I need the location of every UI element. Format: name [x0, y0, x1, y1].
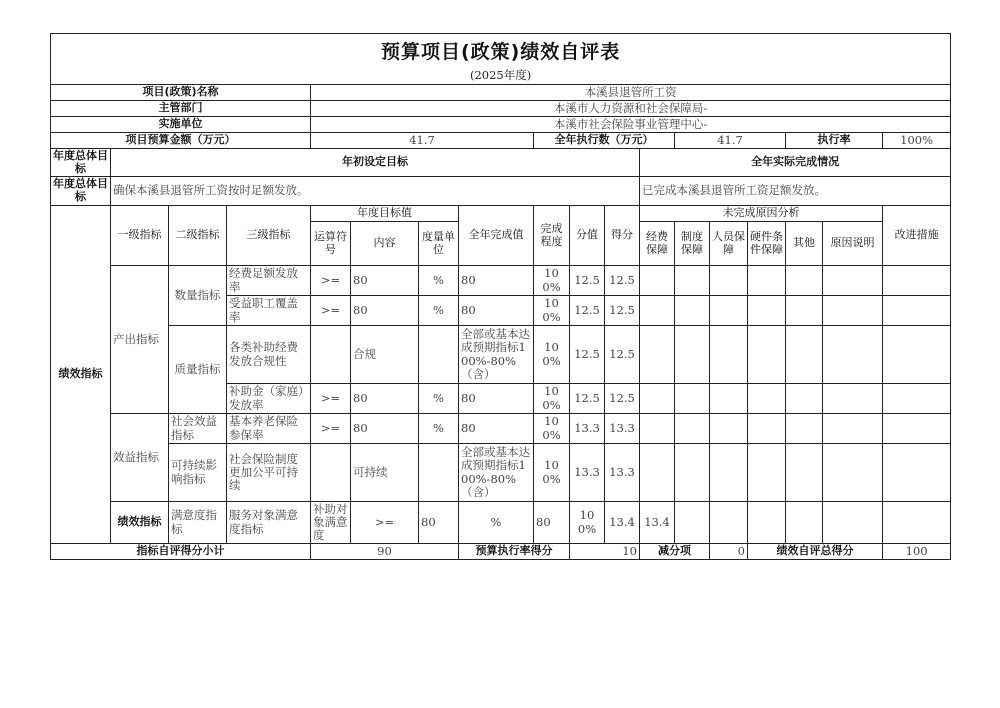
unit-cell: % [419, 296, 459, 326]
empty-cell [640, 326, 675, 384]
content-cell: 80 [351, 266, 419, 296]
budget-label: 项目预算金额（万元） [51, 133, 311, 149]
empty-cell [883, 444, 951, 502]
subtotal-value: 90 [311, 544, 459, 560]
level3-cell: 各类补助经费发放合规性 [227, 326, 311, 384]
goal-actual-header: 全年实际完成情况 [640, 149, 951, 177]
self-evaluation-table [50, 33, 951, 560]
level2-header: 二级指标 [169, 206, 227, 266]
empty-cell [748, 266, 786, 296]
score-cell: 13.4 [605, 502, 640, 544]
empty-cell [883, 384, 951, 414]
deduct-value: 0 [710, 544, 748, 560]
empty-cell [786, 326, 823, 384]
content-header: 内容 [351, 222, 419, 266]
empty-cell [786, 502, 823, 544]
content-cell: 可持续 [351, 444, 419, 502]
goal-actual-text: 已完成本溪县退管所工资足额发放。 [640, 177, 951, 206]
empty-cell [823, 266, 883, 296]
score-cell: 12.5 [570, 326, 605, 384]
degree-cell: 100% [534, 414, 570, 444]
unit-cell: % [419, 414, 459, 444]
level3-cell: 社会保险制度更加公平可持续 [227, 444, 311, 502]
empty-cell [710, 414, 748, 444]
score-cell: 12.5 [570, 296, 605, 326]
content-cell: 80 [351, 384, 419, 414]
op-cell: >= [311, 266, 351, 296]
degree-cell: 100% [570, 502, 605, 544]
target-header: 年度目标值 [311, 206, 459, 222]
score-cell: 13.3 [570, 414, 605, 444]
unit-header: 度量单位 [419, 222, 459, 266]
empty-cell [883, 266, 951, 296]
empty-cell [675, 296, 710, 326]
budget-value: 41.7 [311, 133, 534, 149]
got-cell: 13.3 [605, 444, 640, 502]
content-cell: 80 [351, 414, 419, 444]
quality-indicator: 质量指标 [169, 326, 227, 414]
level1-header: 一级指标 [111, 206, 169, 266]
level3-header: 三级指标 [227, 206, 311, 266]
dept-value: 本溪市人力资源和社会保障局- [311, 101, 951, 117]
rate-label: 执行率 [786, 133, 883, 149]
empty-cell [883, 414, 951, 444]
reason-staff-header: 人员保障 [710, 222, 748, 266]
empty-cell [748, 384, 786, 414]
level3-cell: 经费足额发放率 [227, 266, 311, 296]
actual-cell: 全部或基本达成预期指标100%-80%（含） [459, 444, 534, 502]
level3-cell: 补助金（家庭）发放率 [227, 384, 311, 414]
goal-label: 年度总体目标 [51, 177, 111, 206]
reason-header: 未完成原因分析 [640, 206, 883, 222]
empty-cell [675, 414, 710, 444]
unit-cell: % [419, 266, 459, 296]
empty-cell [823, 414, 883, 444]
reason-explain-header: 原因说明 [823, 222, 883, 266]
degree-cell: 100% [534, 384, 570, 414]
empty-cell [710, 266, 748, 296]
exec-value: 41.7 [675, 133, 786, 149]
actual-cell: 80 [534, 502, 570, 544]
empty-cell [675, 266, 710, 296]
exec-label: 全年执行数（万元） [534, 133, 675, 149]
empty-cell [710, 444, 748, 502]
actual-cell: 全部或基本达成预期指标100%-80%（含） [459, 326, 534, 384]
degree-header: 完成程度 [534, 206, 570, 266]
actual-cell: 80 [459, 414, 534, 444]
empty-cell [710, 502, 748, 544]
score-cell: 12.5 [570, 384, 605, 414]
level3-cell: 受益职工覆盖率 [227, 296, 311, 326]
unit-cell: % [459, 502, 534, 544]
empty-cell [640, 296, 675, 326]
actual-cell: 80 [459, 296, 534, 326]
degree-cell: 100% [534, 326, 570, 384]
level3-cell: 基本养老保险参保率 [227, 414, 311, 444]
empty-cell [640, 384, 675, 414]
op-cell [311, 444, 351, 502]
unit-cell: % [419, 384, 459, 414]
satisfaction-indicator: 满意度指标 [169, 502, 227, 544]
budget-score-value: 10 [570, 544, 640, 560]
budget-score-label: 预算执行率得分 [459, 544, 570, 560]
empty-cell [786, 384, 823, 414]
empty-cell [823, 384, 883, 414]
table-row [51, 266, 951, 296]
got-header: 得分 [605, 206, 640, 266]
got-cell: 12.5 [605, 266, 640, 296]
actual-header: 全年完成值 [459, 206, 534, 266]
op-cell: >= [311, 296, 351, 326]
empty-cell [883, 502, 951, 544]
empty-cell [748, 502, 786, 544]
empty-cell [640, 444, 675, 502]
got-cell: 13.4 [640, 502, 675, 544]
empty-cell [675, 444, 710, 502]
unit-label: 实施单位 [51, 117, 311, 133]
actual-cell: 80 [459, 266, 534, 296]
empty-cell [748, 326, 786, 384]
page-title: 预算项目(政策)绩效自评表 [51, 34, 951, 68]
unit-cell [419, 326, 459, 384]
service-indicator: 服务对象满意度指标 [227, 502, 311, 544]
reason-funding-header: 经费保障 [640, 222, 675, 266]
content-cell: 80 [351, 296, 419, 326]
reason-system-header: 制度保障 [675, 222, 710, 266]
empty-cell [748, 296, 786, 326]
op-cell: >= [351, 502, 419, 544]
op-cell [311, 326, 351, 384]
quantity-indicator: 数量指标 [169, 266, 227, 326]
sustain-indicator: 可持续影响指标 [169, 444, 227, 502]
goal-set-text: 确保本溪县退管所工资按时足额发放。 [111, 177, 640, 206]
level3-cell: 补助对象满意度 [311, 502, 351, 544]
dept-label: 主管部门 [51, 101, 311, 117]
empty-cell [823, 296, 883, 326]
empty-cell [748, 444, 786, 502]
degree-cell: 100% [534, 266, 570, 296]
empty-cell [823, 502, 883, 544]
op-cell: >= [311, 414, 351, 444]
empty-cell [675, 384, 710, 414]
deduct-label: 减分项 [640, 544, 710, 560]
unit-value: 本溪市社会保险事业管理中心- [311, 117, 951, 133]
empty-cell [823, 326, 883, 384]
empty-cell [883, 326, 951, 384]
subtotal-label: 指标自评得分小计 [51, 544, 311, 560]
empty-cell [823, 444, 883, 502]
empty-cell [640, 414, 675, 444]
content-cell: 合规 [351, 326, 419, 384]
table-row [51, 502, 951, 544]
content-cell: 80 [419, 502, 459, 544]
reason-other-header: 其他 [786, 222, 823, 266]
total-value: 100 [883, 544, 951, 560]
got-cell: 12.5 [605, 384, 640, 414]
op-header: 运算符号 [311, 222, 351, 266]
got-cell: 13.3 [605, 414, 640, 444]
table-row [51, 326, 951, 384]
improve-header: 改进措施 [883, 206, 951, 266]
got-cell: 12.5 [605, 296, 640, 326]
score-header: 分值 [570, 206, 605, 266]
empty-cell [710, 296, 748, 326]
year-label: (2025年度) [51, 68, 951, 85]
empty-cell [675, 326, 710, 384]
goal-set-header: 年初设定目标 [111, 149, 640, 177]
social-indicator: 社会效益指标 [169, 414, 227, 444]
perf-indicator-label-2: 绩效指标 [111, 502, 169, 544]
project-name-label: 项目(政策)名称 [51, 85, 311, 101]
actual-cell: 80 [459, 384, 534, 414]
empty-cell [883, 296, 951, 326]
effect-indicator: 效益指标 [111, 414, 169, 502]
empty-cell [786, 266, 823, 296]
score-cell: 13.3 [570, 444, 605, 502]
got-cell: 12.5 [605, 326, 640, 384]
empty-cell [675, 502, 710, 544]
rate-value: 100% [883, 133, 951, 149]
empty-cell [786, 414, 823, 444]
degree-cell: 100% [534, 444, 570, 502]
empty-cell [748, 414, 786, 444]
empty-cell [786, 296, 823, 326]
empty-cell [710, 384, 748, 414]
table-row [51, 414, 951, 444]
empty-cell [786, 444, 823, 502]
degree-cell: 100% [534, 296, 570, 326]
score-cell: 12.5 [570, 266, 605, 296]
empty-cell [710, 326, 748, 384]
goal-label: 年度总体目标 [51, 149, 111, 177]
perf-indicator-label: 绩效指标 [51, 206, 111, 544]
project-name-value: 本溪县退管所工资 [311, 85, 951, 101]
reason-hardware-header: 硬件条件保障 [748, 222, 786, 266]
output-indicator: 产出指标 [111, 266, 169, 414]
empty-cell [640, 266, 675, 296]
table-row [51, 444, 951, 502]
unit-cell [419, 444, 459, 502]
op-cell: >= [311, 384, 351, 414]
total-label: 绩效自评总得分 [748, 544, 883, 560]
